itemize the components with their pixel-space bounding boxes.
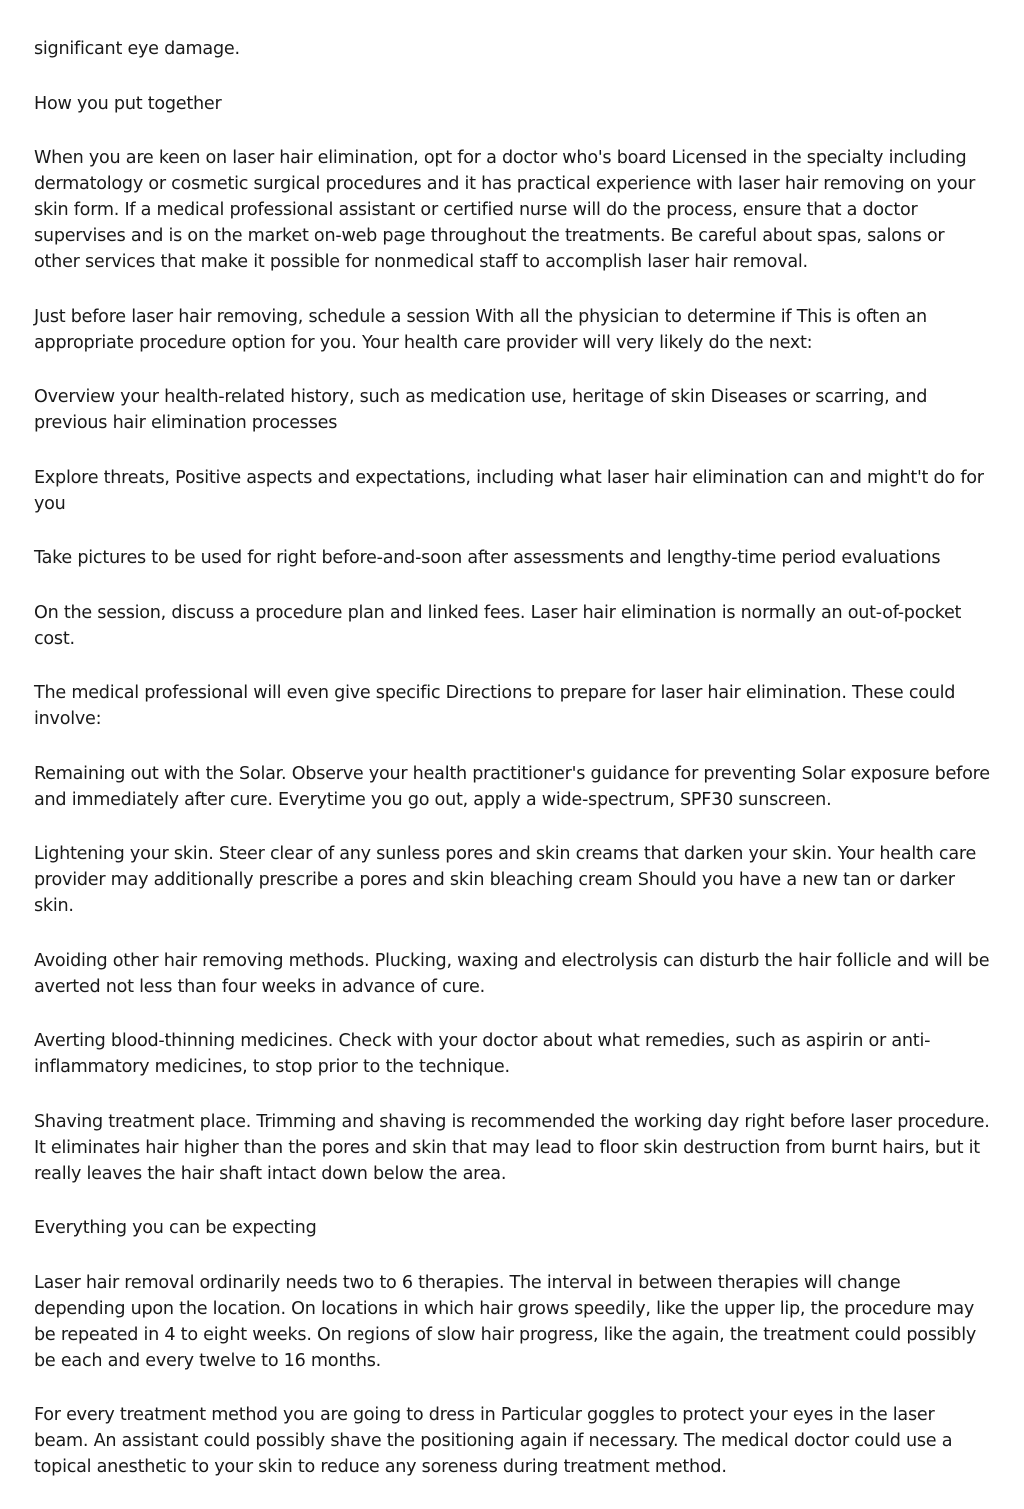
paragraph-review-history: Overview your health-related history, such as medication use, heritage of skin Diseases or scarring, and previous hair elimination processes (34, 387, 928, 433)
paragraph-goggles: For every treatment method you are going to dress in Particular goggles to protect your eyes in the laser beam. An assistant could possibly shave the positioning again if necessary. The medical doctor could use a topical anesthetic to your skin to reduce any soreness during treatment method. (34, 1405, 953, 1477)
section-heading-expectations: Everything you can be expecting (34, 1218, 317, 1238)
paragraph-avoid-hair-removal: Avoiding other hair removing methods. Plucking, waxing and electrolysis can disturb the hair follicle and will be averted not less than four weeks in advance of cure. (34, 950, 990, 997)
paragraph-directions: The medical professional will even give specific Directions to prepare for laser hair elimination. These could involve: (34, 683, 956, 729)
document-page (34, 36, 992, 1509)
paragraph-shaving: Shaving treatment place. Trimming and shaving is recommended the working day right before laser procedure. It eliminates hair higher than the pores and skin that may lead to floor skin destruction from burnt hairs, but it really leaves the hair shaft intact down below the area. (34, 1111, 990, 1184)
paragraph-session-costs: On the session, discuss a procedure plan and linked fees. Laser hair elimination is normally an out-of-pocket cost. (34, 602, 962, 649)
paragraph-take-pictures: Take pictures to be used for right before-and-soon after assessments and lengthy-time period evaluations (34, 548, 941, 568)
paragraph-avoid-blood-thinners: Averting blood-thinning medicines. Check with your doctor about what remedies, such as aspirin or anti-inflammatory medicines, to stop prior to the technique. (34, 1031, 931, 1077)
paragraph-explore-risks: Explore threats, Positive aspects and expectations, including what laser hair elimination can and might't do for you (34, 467, 984, 514)
paragraph-avoid-sun: Remaining out with the Solar. Observe your health practitioner's guidance for preventing Solar exposure before and immediately after cure. Everytime you go out, apply a wide-spectrum, SPF30 sunscreen. (34, 763, 990, 810)
section-heading-preparation: How you put together (34, 93, 222, 114)
paragraph-schedule-session: Just before laser hair removing, schedule a session With all the physician to determine if This is often an appropriate procedure option for you. Your health care provider will very likely do the next: (34, 306, 927, 353)
paragraph-lighten-skin: Lightening your skin. Steer clear of any sunless pores and skin creams that darken your skin. Your health care provider may additionally prescribe a pores and skin bleaching cream Should you have a new tan or darker skin. (34, 844, 977, 916)
paragraph-choose-doctor: When you are keen on laser hair elimination, opt for a doctor who's board Licensed in the specialty including dermatology or cosmetic surgical procedures and it has practical experience with laser hair removing on your skin form. If a medical professional assistant or certified nurse will do the process, ensure that a doctor supervises and is on the market on-web page throughout the treatments. Be careful about spas, salons or other services that make it possible for nonmedical staff to accomplish laser hair removal. (34, 148, 976, 272)
paragraph-number-of-treatments: Laser hair removal ordinarily needs two to 6 therapies. The interval in between therapies will change depending upon the location. On locations in which hair grows speedily, like the upper lip, the procedure may be repeated in 4 to eight weeks. On regions of slow hair progress, like the again, the treatment could possibly be each and every twelve to 16 months. (34, 1272, 977, 1371)
paragraph-continuation: significant eye damage. (34, 39, 240, 59)
